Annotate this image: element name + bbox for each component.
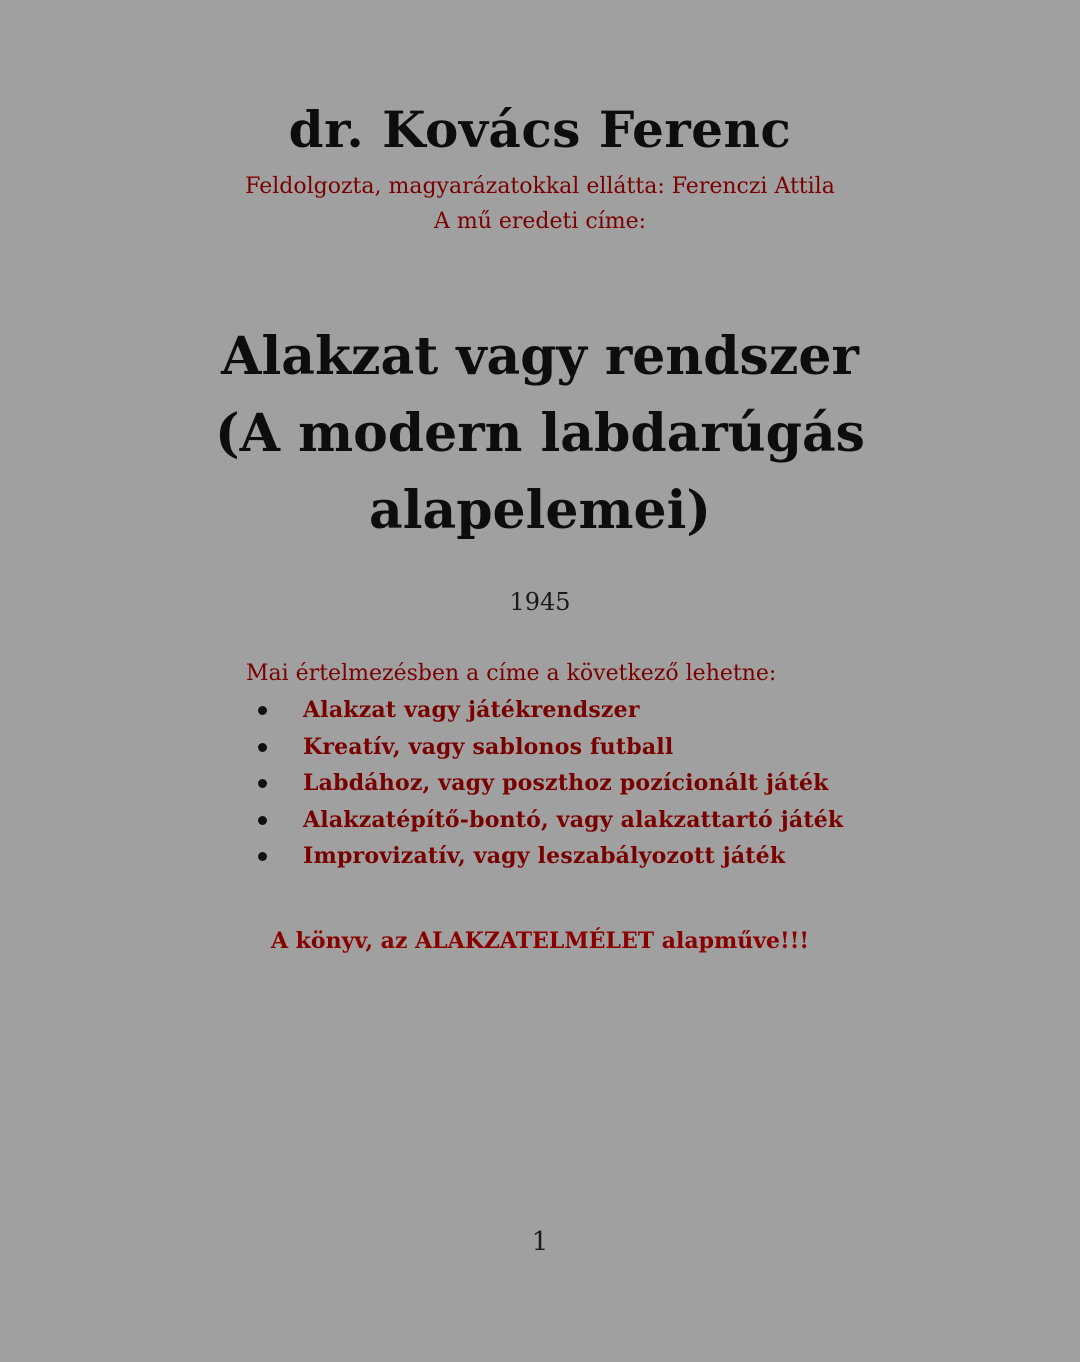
original-title-label: A mű eredeti címe: [433, 209, 647, 234]
modern-title-intro: Mai értelmezésben a címe a következő lehetne: [246, 661, 777, 686]
publication-year: 1945 [509, 588, 571, 616]
editor-credit: Feldolgozta, magyarázatokkal ellátta: Ferenczi Attila [245, 174, 835, 199]
book-tagline: A könyv, az ALAKZATELMÉLET alapműve!!! [270, 928, 810, 954]
book-title [0, 318, 1080, 549]
bullet-icon [258, 779, 267, 788]
alternative-title: Improvizatív, vagy leszabályozott játék [303, 843, 786, 869]
bullet-icon [258, 706, 267, 715]
bullet-icon [258, 743, 267, 752]
alternative-title: Alakzat vagy játékrendszer [303, 697, 640, 723]
alternative-title: Kreatív, vagy sablonos futball [303, 733, 674, 760]
bullet-icon [258, 852, 267, 861]
alternative-title: Alakzatépítő-bontó, vagy alakzattartó játék [303, 806, 844, 833]
book-title-line-3: alapelemei) [369, 480, 711, 541]
author-name: dr. Kovács Ferenc [288, 100, 792, 159]
book-title-line-2: (A modern labdarúgás [215, 403, 865, 464]
page-number: 1 [531, 1227, 549, 1257]
alternative-title: Labdához, vagy poszthoz pozícionált játék [303, 770, 829, 796]
book-title-line-1: Alakzat vagy rendszer [221, 326, 859, 387]
bullet-icon [258, 816, 267, 825]
